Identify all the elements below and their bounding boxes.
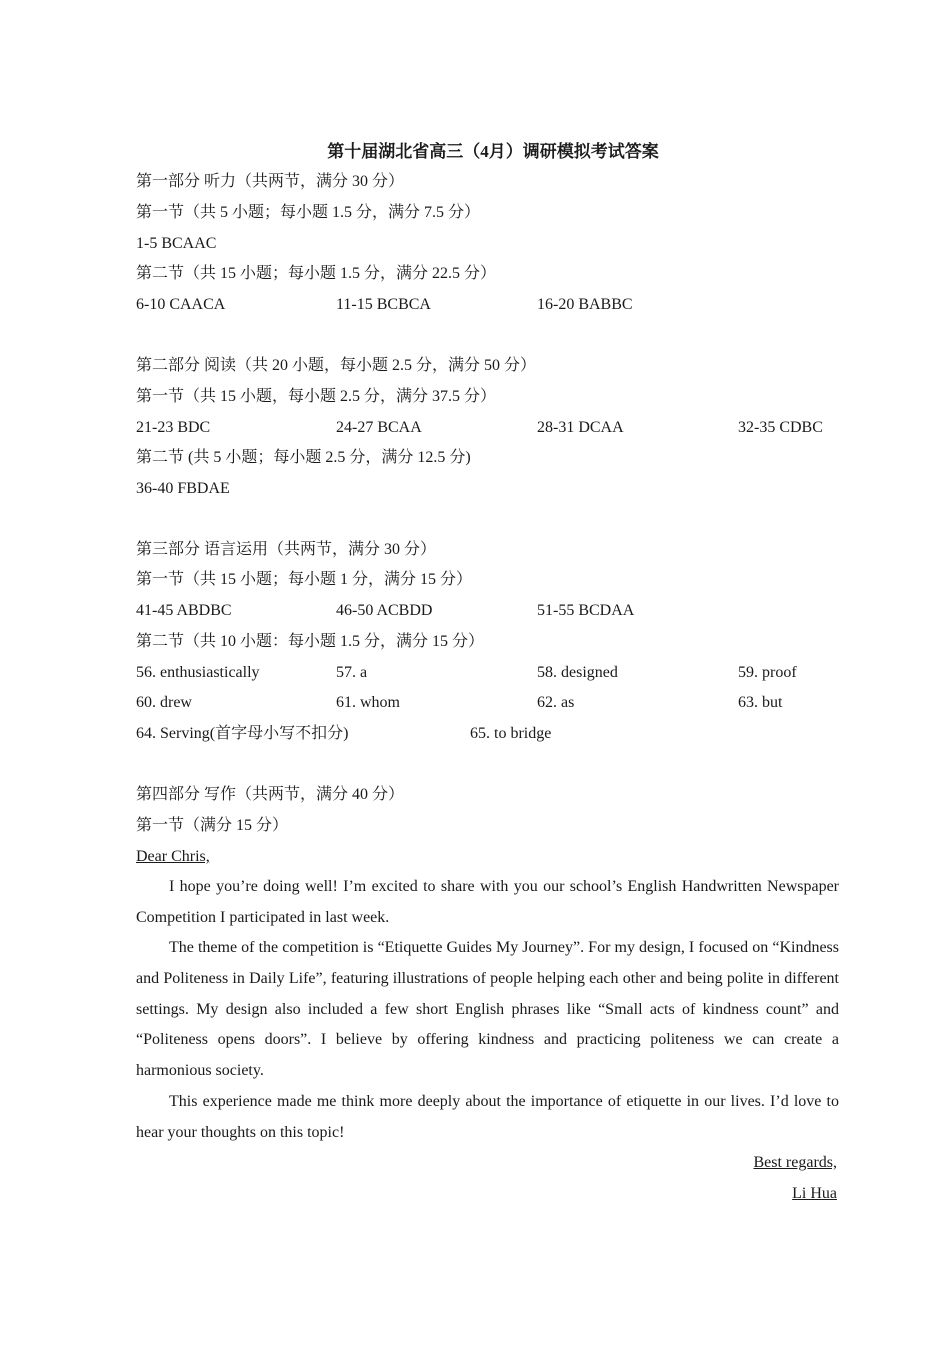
answer-group: 41-45 ABDBC <box>136 602 232 619</box>
fill-answer: 65. to bridge <box>470 725 552 742</box>
letter-paragraph: This experience made me think more deeply about the importance of etiquette in our lives. I’d love to hear your thoughts on this topic! <box>136 1093 839 1141</box>
fill-answer: 60. drew <box>136 694 192 711</box>
part2-sec1-heading: 第一节（共 15 小题，每小题 2.5 分，满分 37.5 分） <box>136 388 497 405</box>
answer-group: 46-50 ACBDD <box>336 602 433 619</box>
answer-group: 16-20 BABBC <box>537 296 633 313</box>
letter-paragraph: The theme of the competition is “Etiquette Guides My Journey”. For my design, I focused on “Kindness and Politeness in Daily Life”, featuring illustrations of people helping each other and being polite in different settings. My design also included a few short English phrases like “Small acts of kindness count” and “Politeness opens doors”. I believe by offering kindness and practicing politeness we can create a harmonious society. <box>136 939 839 1080</box>
answer-group: 24-27 BCAA <box>336 419 422 436</box>
part3-sec2-heading: 第二节（共 10 小题：每小题 1.5 分，满分 15 分） <box>136 633 485 650</box>
letter-paragraph: I hope you’re doing well! I’m excited to share with you our school’s English Handwritten Newspaper Competition I participated in last week. <box>136 878 839 926</box>
fill-answer: 58. designed <box>537 664 618 681</box>
answer-group: 11-15 BCBCA <box>336 296 431 313</box>
fill-answer: 56. enthusiastically <box>136 664 260 681</box>
fill-answer: 64. Serving(首字母小写不扣分) <box>136 725 349 742</box>
part1-sec1-heading: 第一节（共 5 小题；每小题 1.5 分，满分 7.5 分） <box>136 204 481 221</box>
part4-heading: 第四部分 写作（共两节，满分 40 分） <box>136 786 405 803</box>
answer-group: 21-23 BDC <box>136 419 211 436</box>
part1-sec2-heading: 第二节（共 15 小题；每小题 1.5 分，满分 22.5 分） <box>136 265 497 282</box>
page-title: 第十届湖北省高三（4月）调研模拟考试答案 <box>327 142 659 161</box>
part4-sec1-heading: 第一节（满分 15 分） <box>136 817 289 834</box>
part2-heading: 第二部分 阅读（共 20 小题，每小题 2.5 分，满分 50 分） <box>136 357 537 374</box>
fill-answer: 62. as <box>537 694 575 711</box>
signature-text: Li Hua <box>792 1185 837 1202</box>
letter-signature <box>600 1184 837 1204</box>
answer-group: 36-40 FBDAE <box>136 480 230 497</box>
answer-group: 32-35 CDBC <box>738 419 823 436</box>
letter-closing <box>600 1153 837 1173</box>
part3-sec1-heading: 第一节（共 15 小题；每小题 1 分，满分 15 分） <box>136 571 473 588</box>
fill-answer: 59. proof <box>738 664 797 681</box>
fill-answer: 63. but <box>738 694 783 711</box>
letter-salutation: Dear Chris, <box>136 848 210 865</box>
answer-group: 1-5 BCAAC <box>136 235 217 252</box>
answer-group: 6-10 CAACA <box>136 296 226 313</box>
part3-heading: 第三部分 语言运用（共两节，满分 30 分） <box>136 541 437 558</box>
part2-sec2-heading: 第二节 (共 5 小题；每小题 2.5 分，满分 12.5 分) <box>136 449 471 466</box>
part1-heading: 第一部分 听力（共两节，满分 30 分） <box>136 173 405 190</box>
closing-text: Best regards, <box>753 1154 837 1171</box>
answer-group: 51-55 BCDAA <box>537 602 635 619</box>
fill-answer: 61. whom <box>336 694 400 711</box>
fill-answer: 57. a <box>336 664 368 681</box>
answer-group: 28-31 DCAA <box>537 419 624 436</box>
